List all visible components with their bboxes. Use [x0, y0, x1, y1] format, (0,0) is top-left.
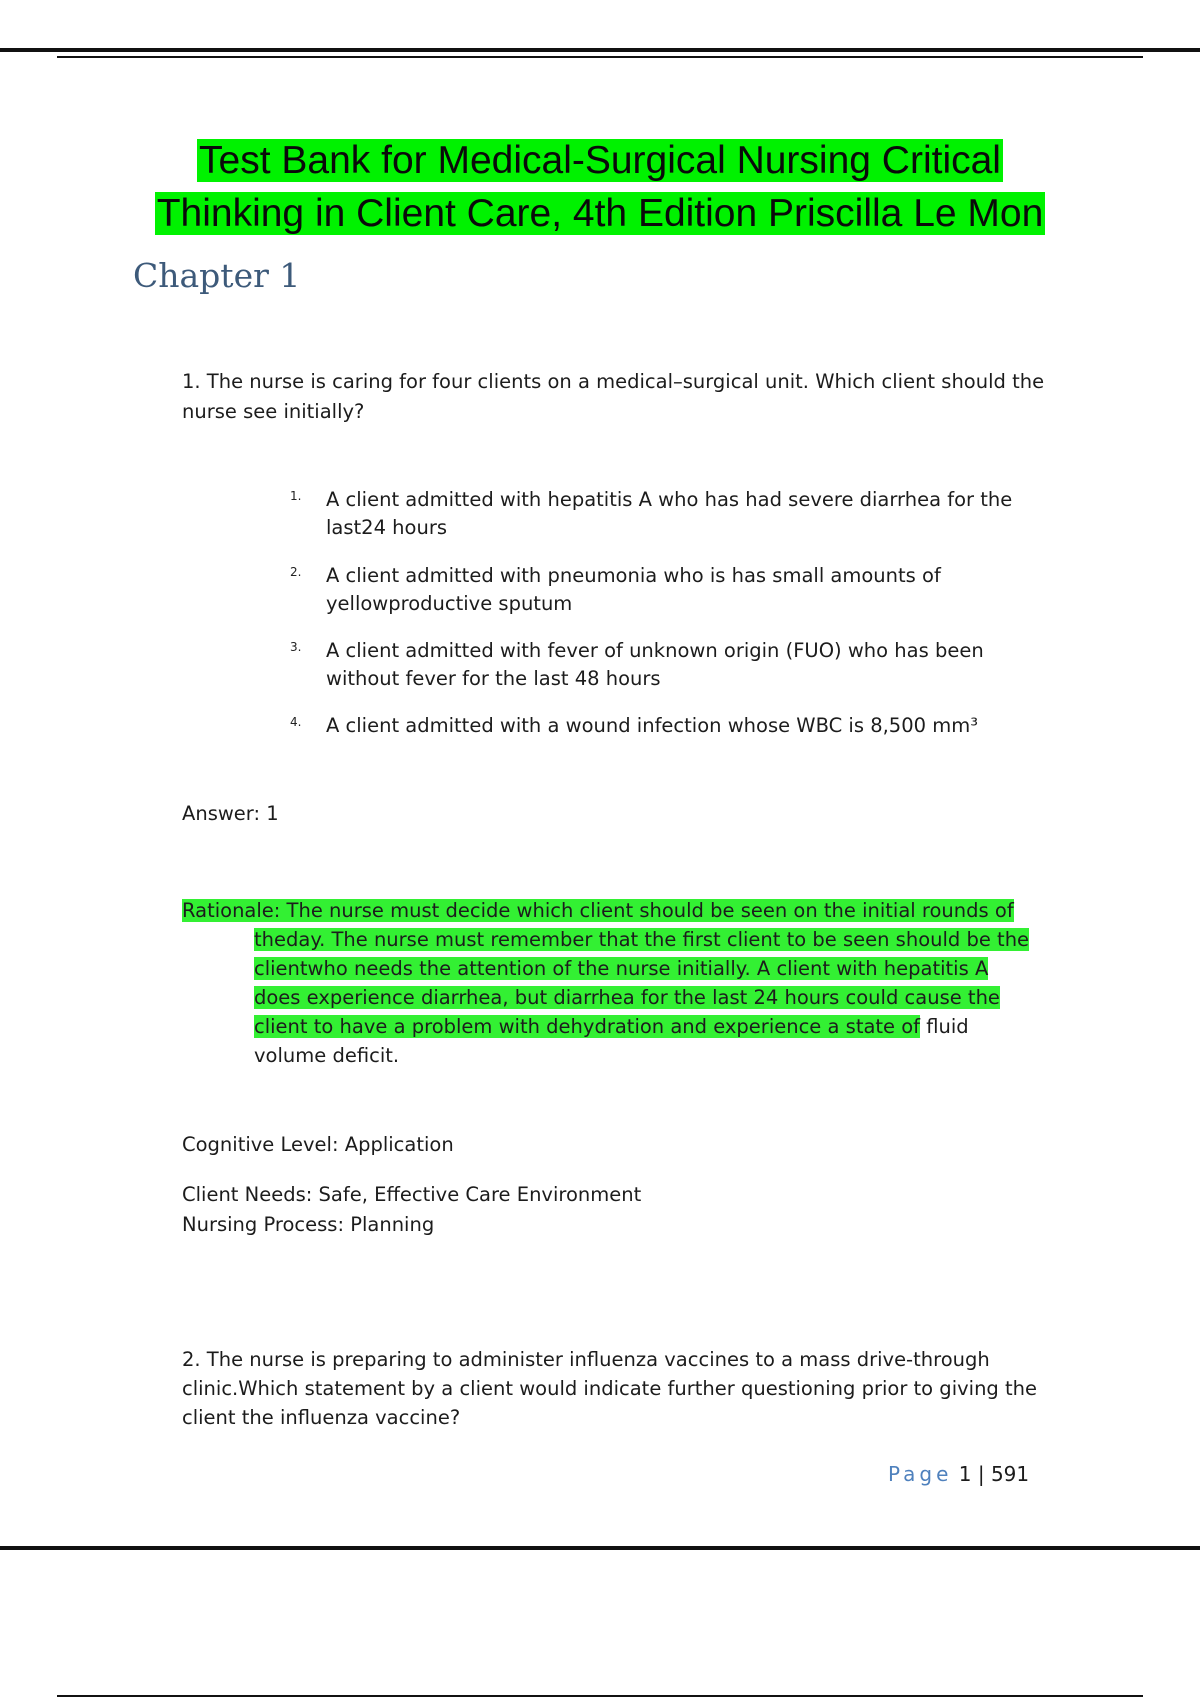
rationale-line-5: client to have a problem with dehydration and experience a state of — [254, 1015, 921, 1038]
option-4 — [290, 712, 1060, 744]
document-title — [60, 134, 1140, 240]
rationale-line-5-tail: fluid — [920, 1015, 969, 1038]
cognitive-level: Cognitive Level: Application — [182, 1133, 454, 1156]
option-2 — [290, 562, 1060, 622]
option-number: 4. — [290, 715, 302, 729]
page-number-footer — [888, 1462, 1029, 1486]
rationale-line-3: clientwho needs the attention of the nurse initially. A client with hepatitis A — [254, 957, 989, 980]
page-count: 1 | 591 — [958, 1462, 1030, 1486]
question-1-stem: 1. The nurse is caring for four clients on a medical–surgical unit. Which client should the nurse see initially? — [182, 370, 1045, 423]
option-text: A client admitted with fever of unknown origin (FUO) who has been without fever for the last 48 hours — [326, 639, 984, 690]
title-line-2: Thinking in Client Care, 4th Edition Priscilla Le Mon — [156, 192, 1044, 235]
title-line-1: Test Bank for Medical-Surgical Nursing Critical — [199, 139, 1001, 182]
top-border-thick — [0, 48, 1200, 52]
nursing-process: Nursing Process: Planning — [182, 1213, 435, 1236]
client-needs: Client Needs: Safe, Effective Care Environment — [182, 1183, 642, 1206]
bottom-border-thin — [57, 1695, 1143, 1697]
option-number: 3. — [290, 640, 302, 654]
rationale-line-1: Rationale: The nurse must decide which client should be seen on the initial rounds of — [182, 899, 1014, 922]
option-text: A client admitted with hepatitis A who has had severe diarrhea for the last24 hours — [326, 488, 1013, 539]
option-number: 1. — [290, 489, 302, 503]
rationale-block — [182, 896, 1062, 1070]
option-3 — [290, 637, 1060, 697]
classification-block — [182, 1180, 641, 1240]
rationale-line-2: theday. The nurse must remember that the first client to be seen should be the — [254, 928, 1030, 951]
option-text: A client admitted with a wound infection whose WBC is 8,500 mm³ — [326, 714, 979, 737]
option-number: 2. — [290, 565, 302, 579]
rationale-line-6: volume deficit. — [254, 1044, 400, 1067]
top-border-thin — [57, 56, 1143, 58]
answer-line: Answer: 1 — [182, 802, 279, 825]
option-text: A client admitted with pneumonia who is has small amounts of yellowproductive sputum — [326, 564, 941, 615]
question-2-stem: 2. The nurse is preparing to administer influenza vaccines to a mass drive-through clinic.Which statement by a client would indicate further questioning prior to giving the client the influenza vaccine? — [182, 1348, 1038, 1429]
option-1 — [290, 486, 1060, 546]
rationale-line-4: does experience diarrhea, but diarrhea for the last 24 hours could cause the — [254, 986, 1000, 1009]
bottom-border-thick — [0, 1546, 1200, 1550]
chapter-heading: Chapter 1 — [133, 256, 301, 295]
page-label: Page — [888, 1462, 953, 1486]
